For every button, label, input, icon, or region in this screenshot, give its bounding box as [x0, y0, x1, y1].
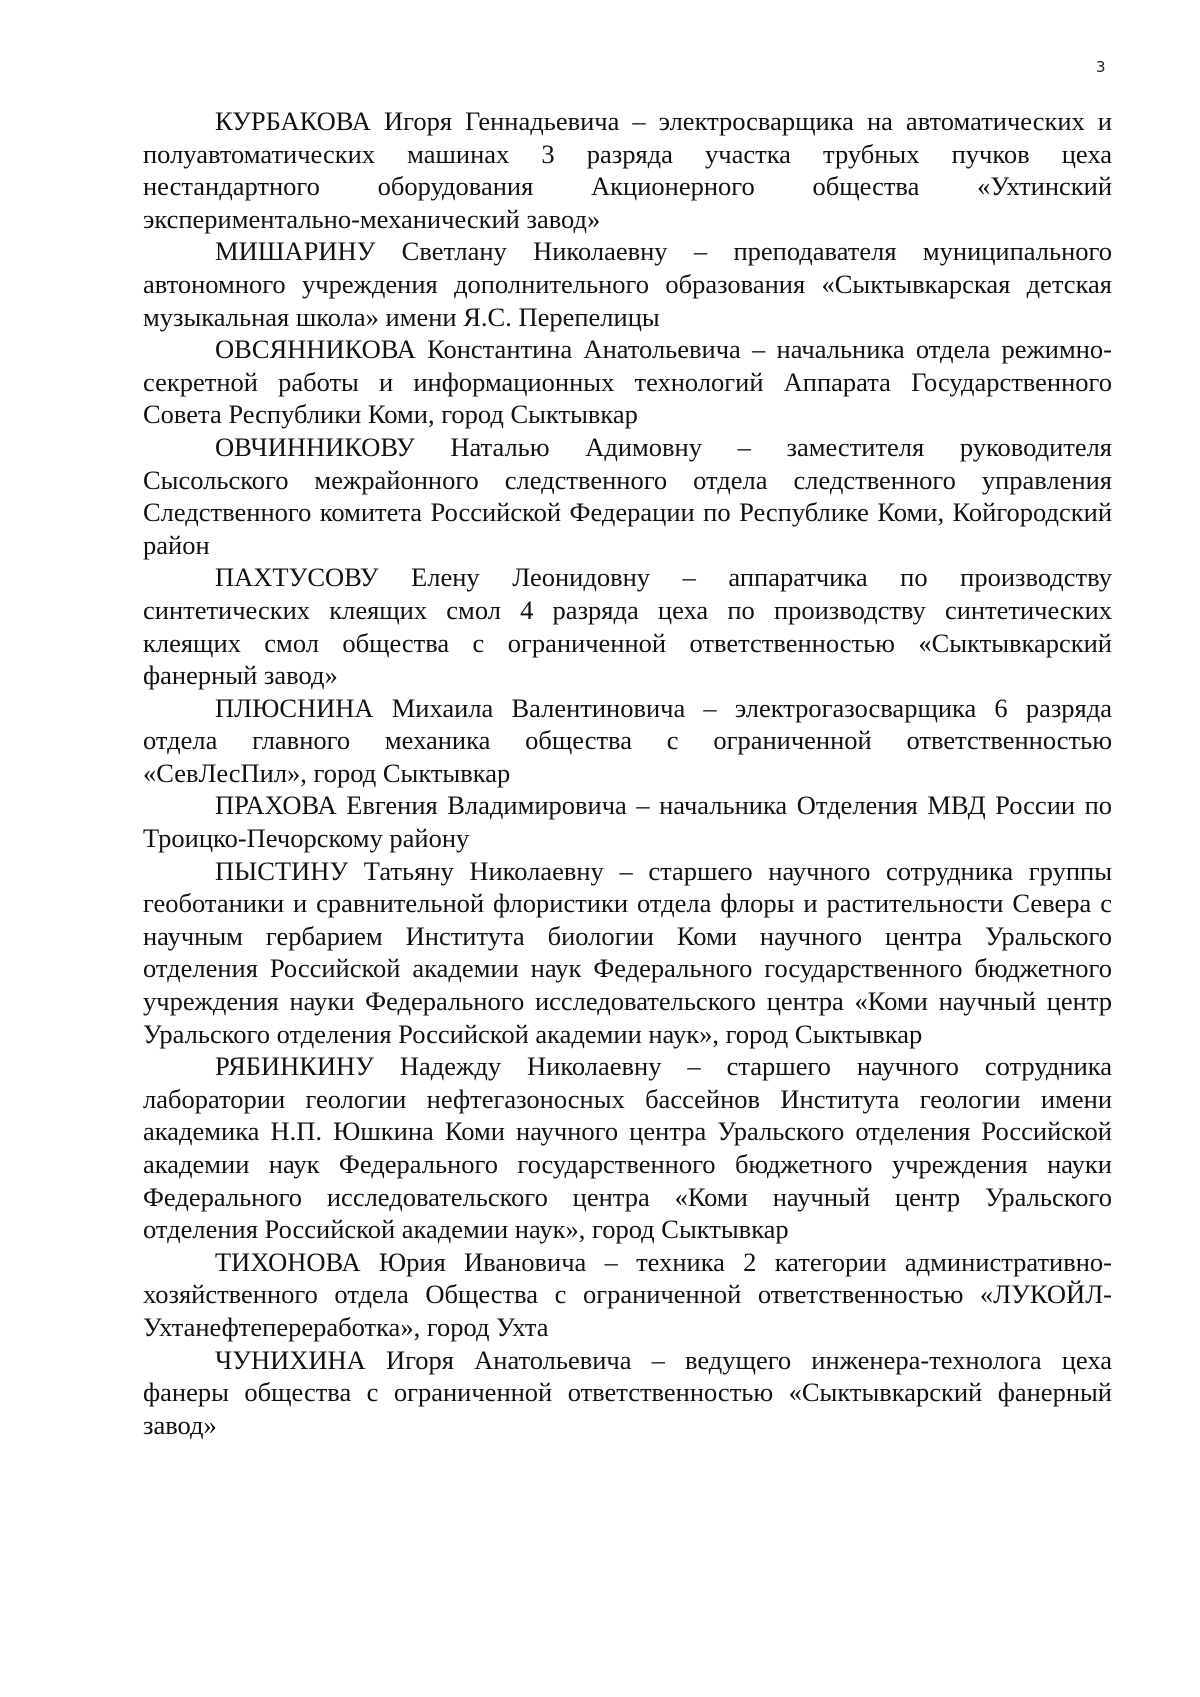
paragraph-plyusnin: ПЛЮСНИНА Михаила Валентиновича – электрогазосварщика 6 разряда отдела главного механика общества с ограниченной ответственностью «СевЛесПил», город Сыктывкар — [143, 692, 1112, 788]
paragraph-ryabinkina: РЯБИНКИНУ Надежду Николаевну – старшего научного сотрудника лаборатории геологии нефтегазоносных бассейнов Института геологии имени академика Н.П. Юшкина Коми научного центра Уральского отделения Российской академии наук Федерального государственного бюджетного учреждения науки Федерального исследовательского центра «Коми научный центр Уральского отделения Российской академии наук», город Сыктывкар — [143, 1051, 1112, 1245]
paragraph-pystina: ПЫСТИНУ Татьяну Николаевну – старшего научного сотрудника группы геоботаники и сравнительной флористики отдела флоры и растительности Севера с научным гербарием Института биологии Коми научного центра Уральского отделения Российской академии наук Федерального государственного бюджетного учреждения науки Федерального исследовательского центра «Коми научный центр Уральского отделения Российской академии наук», город Сыктывкар — [143, 855, 1112, 1049]
paragraph-tikhonov: ТИХОНОВА Юрия Ивановича – техника 2 категории административно-хозяйственного отдела Общества с ограниченной ответственностью «ЛУКОЙЛ-Ухтанефтепереработка», город Ухта — [143, 1246, 1112, 1342]
paragraph-prakhov: ПРАХОВА Евгения Владимировича – начальника Отделения МВД России по Троицко-Печорскому району — [143, 790, 1112, 854]
paragraph-misharina: МИШАРИНУ Светлану Николаевну – преподавателя муниципального автономного учреждения дополнительного образования «Сыктывкарская детская музыкальная школа» имени Я.С. Перепелицы — [143, 236, 1112, 332]
paragraph-pakhtusova: ПАХТУСОВУ Елену Леонидовну – аппаратчика по производству синтетических клеящих смол 4 разряда цеха по производству синтетических клеящих смол общества с ограниченной ответственностью «Сыктывкарский фанерный завод» — [143, 562, 1112, 691]
paragraph-chunikhin: ЧУНИХИНА Игоря Анатольевича – ведущего инженера-технолога цеха фанеры общества с ограниченной ответственностью «Сыктывкарский фанерный завод» — [143, 1344, 1112, 1440]
paragraph-ovchinnikova: ОВЧИННИКОВУ Наталью Адимовну – заместителя руководителя Сысольского межрайонного следственного отдела следственного управления Следственного комитета Российской Федерации по Республике Коми, Койгородский район — [143, 431, 1112, 560]
paragraph-kurbakov: КУРБАКОВА Игоря Геннадьевича – электросварщика на автоматических и полуавтоматических машинах 3 разряда участка трубных пучков цеха нестандартного оборудования Акционерного общества «Ухтинский экспериментально-механический завод» — [143, 106, 1112, 234]
page-number: 3 — [1096, 58, 1106, 76]
document-body — [143, 105, 1112, 1441]
paragraph-ovsyannikov: ОВСЯННИКОВА Константина Анатольевича – начальника отдела режимно-секретной работы и информационных технологий Аппарата Государственного Совета Республики Коми, город Сыктывкар — [143, 334, 1112, 430]
